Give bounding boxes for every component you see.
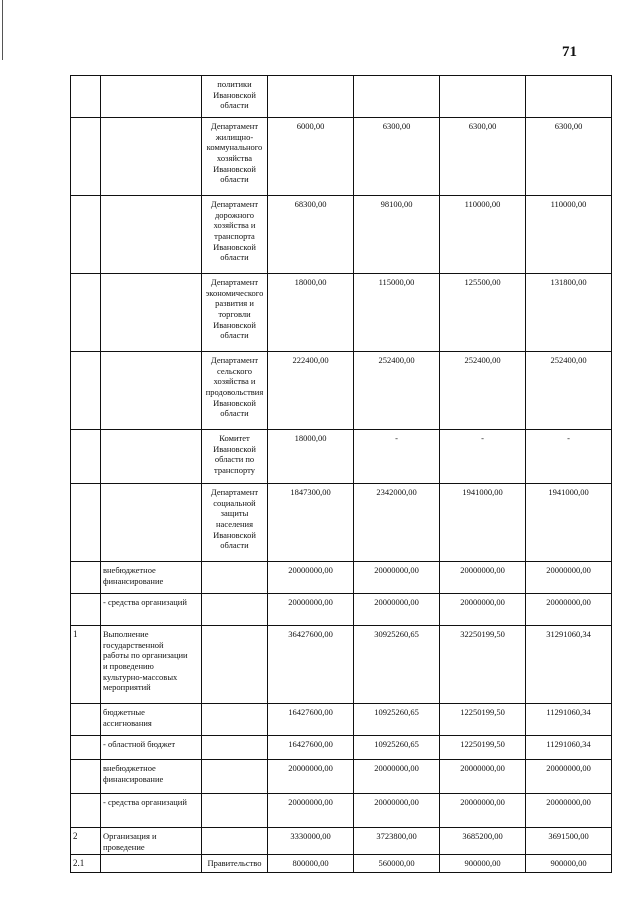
year-1-value-cell: 1847300,00	[268, 484, 354, 562]
executor-cell: политики Ивановской области	[202, 76, 268, 118]
row-number-cell	[71, 118, 101, 196]
table-row	[71, 484, 612, 562]
executor-cell: Департамент сельского хозяйства и продовольствия Ивановской области	[202, 352, 268, 430]
year-4-value-cell: 131800,00	[526, 274, 612, 352]
year-2-value-cell: 10925260,65	[354, 736, 440, 760]
direction-cell	[101, 76, 202, 118]
executor-cell	[202, 760, 268, 794]
year-2-value-cell: 6300,00	[354, 118, 440, 196]
year-3-value-cell: 20000000,00	[440, 760, 526, 794]
year-4-value-cell: 31291060,34	[526, 626, 612, 704]
year-4-value-cell: 110000,00	[526, 196, 612, 274]
direction-cell	[101, 352, 202, 430]
year-1-value-cell: 20000000,00	[268, 794, 354, 828]
row-number-cell	[71, 562, 101, 594]
year-1-value-cell	[268, 76, 354, 118]
year-4-value-cell: 1941000,00	[526, 484, 612, 562]
year-3-value-cell	[440, 76, 526, 118]
executor-cell	[202, 594, 268, 626]
table-row	[71, 430, 612, 484]
year-3-value-cell: 20000000,00	[440, 794, 526, 828]
row-number-cell	[71, 594, 101, 626]
direction-cell	[101, 430, 202, 484]
year-3-value-cell: -	[440, 430, 526, 484]
row-number-cell	[71, 430, 101, 484]
table-row	[71, 794, 612, 828]
year-4-value-cell: 6300,00	[526, 118, 612, 196]
row-number-cell	[71, 704, 101, 736]
row-number-cell	[71, 76, 101, 118]
executor-cell	[202, 562, 268, 594]
year-4-value-cell: 11291060,34	[526, 736, 612, 760]
year-1-value-cell: 18000,00	[268, 430, 354, 484]
direction-cell	[101, 484, 202, 562]
year-4-value-cell: 900000,00	[526, 855, 612, 873]
direction-cell: - областной бюджет	[101, 736, 202, 760]
direction-cell: Выполнение государственной работы по организации и проведению культурно-массовых мероприятий	[101, 626, 202, 704]
direction-cell: - средства организаций	[101, 594, 202, 626]
row-number-cell	[71, 760, 101, 794]
year-4-value-cell: 20000000,00	[526, 594, 612, 626]
table-row	[71, 274, 612, 352]
row-number-cell	[71, 736, 101, 760]
executor-cell	[202, 828, 268, 855]
row-number-cell	[71, 352, 101, 430]
year-4-value-cell: 11291060,34	[526, 704, 612, 736]
table-row	[71, 760, 612, 794]
year-1-value-cell: 20000000,00	[268, 760, 354, 794]
binding-line	[2, 0, 3, 60]
table-row	[71, 736, 612, 760]
year-1-value-cell: 800000,00	[268, 855, 354, 873]
executor-cell	[202, 626, 268, 704]
table-row	[71, 704, 612, 736]
year-3-value-cell: 110000,00	[440, 196, 526, 274]
direction-cell: внебюджетное финансирование	[101, 760, 202, 794]
year-3-value-cell: 20000000,00	[440, 594, 526, 626]
year-4-value-cell	[526, 76, 612, 118]
table-row	[71, 76, 612, 118]
table-row	[71, 594, 612, 626]
executor-cell: Комитет Ивановской области по транспорту	[202, 430, 268, 484]
executor-cell: Департамент жилищно- коммунального хозяйства Ивановской области	[202, 118, 268, 196]
year-3-value-cell: 12250199,50	[440, 736, 526, 760]
year-3-value-cell: 900000,00	[440, 855, 526, 873]
year-1-value-cell: 68300,00	[268, 196, 354, 274]
table-row	[71, 562, 612, 594]
direction-cell	[101, 196, 202, 274]
direction-cell: бюджетные ассигнования	[101, 704, 202, 736]
table-row	[71, 855, 612, 873]
direction-cell: внебюджетное финансирование	[101, 562, 202, 594]
table-row	[71, 196, 612, 274]
table-row	[71, 626, 612, 704]
year-3-value-cell: 3685200,00	[440, 828, 526, 855]
year-2-value-cell: 98100,00	[354, 196, 440, 274]
direction-cell: - средства организаций	[101, 794, 202, 828]
executor-cell	[202, 736, 268, 760]
year-2-value-cell: 115000,00	[354, 274, 440, 352]
year-2-value-cell: 30925260,65	[354, 626, 440, 704]
year-2-value-cell	[354, 76, 440, 118]
row-number-cell: 1	[71, 626, 101, 704]
row-number-cell	[71, 196, 101, 274]
direction-cell	[101, 855, 202, 873]
year-3-value-cell: 32250199,50	[440, 626, 526, 704]
year-1-value-cell: 222400,00	[268, 352, 354, 430]
year-3-value-cell: 12250199,50	[440, 704, 526, 736]
year-3-value-cell: 252400,00	[440, 352, 526, 430]
executor-cell: Департамент социальной защиты населения Ивановской области	[202, 484, 268, 562]
year-3-value-cell: 6300,00	[440, 118, 526, 196]
year-2-value-cell: 20000000,00	[354, 562, 440, 594]
year-2-value-cell: 560000,00	[354, 855, 440, 873]
year-1-value-cell: 20000000,00	[268, 594, 354, 626]
row-number-cell	[71, 274, 101, 352]
year-2-value-cell: 3723800,00	[354, 828, 440, 855]
year-2-value-cell: 10925260,65	[354, 704, 440, 736]
executor-cell: Департамент экономического развития и торговли Ивановской области	[202, 274, 268, 352]
year-1-value-cell: 16427600,00	[268, 736, 354, 760]
year-4-value-cell: 3691500,00	[526, 828, 612, 855]
executor-cell: Правительство	[202, 855, 268, 873]
table-row	[71, 118, 612, 196]
year-1-value-cell: 36427600,00	[268, 626, 354, 704]
year-3-value-cell: 125500,00	[440, 274, 526, 352]
row-number-cell	[71, 794, 101, 828]
year-2-value-cell: 20000000,00	[354, 594, 440, 626]
year-2-value-cell: -	[354, 430, 440, 484]
row-number-cell: 2	[71, 828, 101, 855]
year-2-value-cell: 20000000,00	[354, 760, 440, 794]
year-2-value-cell: 252400,00	[354, 352, 440, 430]
direction-cell: Организация и проведение	[101, 828, 202, 855]
row-number-cell: 2.1	[71, 855, 101, 873]
direction-cell	[101, 274, 202, 352]
year-1-value-cell: 18000,00	[268, 274, 354, 352]
direction-cell	[101, 118, 202, 196]
page-number: 71	[562, 44, 577, 60]
year-4-value-cell: 20000000,00	[526, 760, 612, 794]
year-2-value-cell: 20000000,00	[354, 794, 440, 828]
executor-cell	[202, 704, 268, 736]
year-2-value-cell: 2342000,00	[354, 484, 440, 562]
executor-cell	[202, 794, 268, 828]
executor-cell: Департамент дорожного хозяйства и транспорта Ивановской области	[202, 196, 268, 274]
year-4-value-cell: 252400,00	[526, 352, 612, 430]
year-4-value-cell: -	[526, 430, 612, 484]
year-1-value-cell: 20000000,00	[268, 562, 354, 594]
year-1-value-cell: 16427600,00	[268, 704, 354, 736]
year-3-value-cell: 1941000,00	[440, 484, 526, 562]
year-1-value-cell: 3330000,00	[268, 828, 354, 855]
table-row	[71, 828, 612, 855]
year-3-value-cell: 20000000,00	[440, 562, 526, 594]
year-1-value-cell: 6000,00	[268, 118, 354, 196]
row-number-cell	[71, 484, 101, 562]
budget-table	[70, 75, 612, 873]
table-row	[71, 352, 612, 430]
year-4-value-cell: 20000000,00	[526, 562, 612, 594]
year-4-value-cell: 20000000,00	[526, 794, 612, 828]
